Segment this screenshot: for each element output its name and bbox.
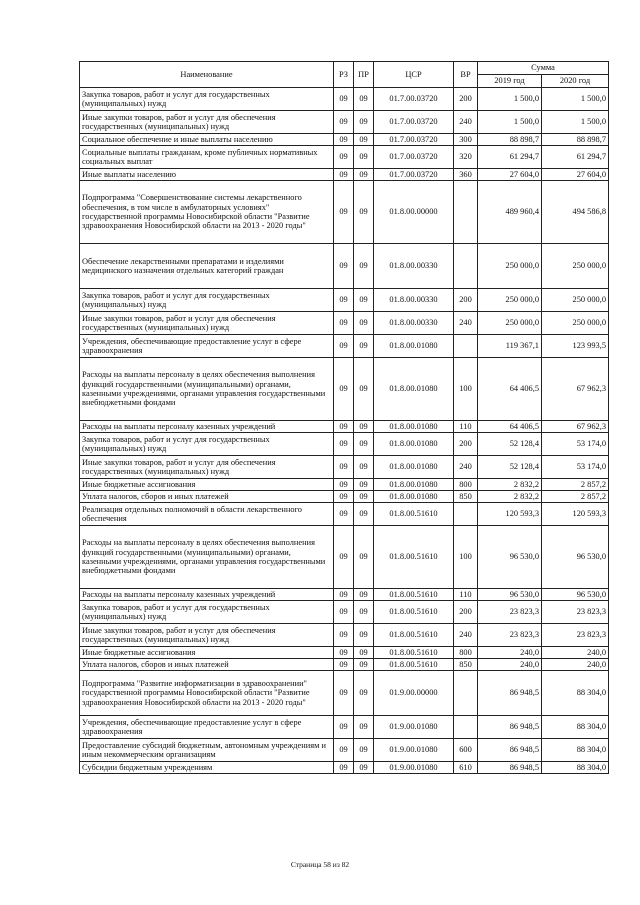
table-row	[80, 526, 609, 589]
row-vr: 200	[454, 289, 478, 312]
row-sum-2019: 489 960,4	[478, 181, 542, 244]
row-sum-2019: 27 604,0	[478, 169, 542, 181]
row-pr: 09	[354, 181, 374, 244]
row-vr	[454, 671, 478, 716]
row-pr: 09	[354, 526, 374, 589]
row-name: Социальное обеспечение и иные выплаты населению	[80, 134, 334, 146]
row-csr: 01.9.00.00000	[374, 671, 454, 716]
row-sum-2019: 23 823,3	[478, 624, 542, 647]
row-sum-2019: 52 128,4	[478, 433, 542, 456]
row-name: Предоставление субсидий бюджетным, автономным учреждениям и иным некоммерческим организациям	[80, 739, 334, 762]
row-sum-2019: 250 000,0	[478, 312, 542, 335]
row-csr: 01.8.00.01080	[374, 421, 454, 433]
row-sum-2019: 52 128,4	[478, 456, 542, 479]
row-rz: 09	[334, 716, 354, 739]
row-name: Иные закупки товаров, работ и услуг для обеспечения государственных (муниципальных) нужд	[80, 456, 334, 479]
row-rz: 09	[334, 659, 354, 671]
table-row	[80, 716, 609, 739]
row-name: Подпрограмма "Совершенствование системы лекарственного обеспечения, в том числе в амбулаторных условиях" государственной программы Новосибирской области "Развитие здравоохранения Новосибирской области на 2013 - 2020 годы"	[80, 181, 334, 244]
table-row	[80, 421, 609, 433]
row-csr: 01.8.00.01080	[374, 335, 454, 358]
row-pr: 09	[354, 503, 374, 526]
row-sum-2020: 96 530,0	[542, 589, 609, 601]
table-row	[80, 289, 609, 312]
table-row	[80, 589, 609, 601]
row-sum-2020: 96 530,0	[542, 526, 609, 589]
header-csr: ЦСР	[374, 62, 454, 88]
row-name: Учреждения, обеспечивающие предоставление услуг в сфере здравоохранения	[80, 716, 334, 739]
table-row	[80, 456, 609, 479]
row-pr: 09	[354, 479, 374, 491]
row-sum-2020: 88 304,0	[542, 671, 609, 716]
row-csr: 01.7.00.03720	[374, 111, 454, 134]
row-rz: 09	[334, 289, 354, 312]
row-rz: 09	[334, 421, 354, 433]
table-row	[80, 671, 609, 716]
row-name: Расходы на выплаты персоналу в целях обеспечения выполнения функций государственными (муниципальными) органами, казенными учреждениями, органами управления государственными внебюджетными фондами	[80, 358, 334, 421]
header-sum: Сумма	[478, 62, 609, 75]
row-name: Расходы на выплаты персоналу казенных учреждений	[80, 589, 334, 601]
row-pr: 09	[354, 671, 374, 716]
row-vr: 240	[454, 456, 478, 479]
row-name: Иные закупки товаров, работ и услуг для обеспечения государственных (муниципальных) нужд	[80, 312, 334, 335]
row-sum-2019: 240,0	[478, 647, 542, 659]
table-row	[80, 479, 609, 491]
row-vr	[454, 335, 478, 358]
row-sum-2020: 53 174,0	[542, 456, 609, 479]
row-csr: 01.9.00.01080	[374, 739, 454, 762]
row-pr: 09	[354, 716, 374, 739]
row-vr	[454, 716, 478, 739]
row-pr: 09	[354, 111, 374, 134]
row-csr: 01.9.00.01080	[374, 716, 454, 739]
row-name: Расходы на выплаты персоналу казенных учреждений	[80, 421, 334, 433]
row-vr: 320	[454, 146, 478, 169]
row-name: Уплата налогов, сборов и иных платежей	[80, 659, 334, 671]
row-vr: 850	[454, 659, 478, 671]
row-rz: 09	[334, 335, 354, 358]
row-csr: 01.8.00.00330	[374, 312, 454, 335]
row-vr: 850	[454, 491, 478, 503]
row-sum-2019: 250 000,0	[478, 244, 542, 289]
row-csr: 01.7.00.03720	[374, 134, 454, 146]
row-csr: 01.7.00.03720	[374, 88, 454, 111]
row-sum-2020: 240,0	[542, 659, 609, 671]
table-body	[80, 88, 609, 774]
row-rz: 09	[334, 181, 354, 244]
row-csr: 01.8.00.51610	[374, 624, 454, 647]
row-sum-2020: 61 294,7	[542, 146, 609, 169]
row-vr: 110	[454, 589, 478, 601]
table-row	[80, 169, 609, 181]
row-name: Иные закупки товаров, работ и услуг для обеспечения государственных (муниципальных) нужд	[80, 111, 334, 134]
row-vr: 100	[454, 358, 478, 421]
row-sum-2020: 67 962,3	[542, 421, 609, 433]
table-row	[80, 739, 609, 762]
row-rz: 09	[334, 456, 354, 479]
row-pr: 09	[354, 358, 374, 421]
row-name: Обеспечение лекарственными препаратами и изделиями медицинского назначения отдельных категорий граждан	[80, 244, 334, 289]
row-vr: 200	[454, 601, 478, 624]
row-sum-2020: 53 174,0	[542, 433, 609, 456]
row-sum-2020: 123 993,5	[542, 335, 609, 358]
row-rz: 09	[334, 433, 354, 456]
table-row	[80, 146, 609, 169]
row-sum-2020: 88 898,7	[542, 134, 609, 146]
row-pr: 09	[354, 134, 374, 146]
row-sum-2019: 86 948,5	[478, 739, 542, 762]
row-vr: 800	[454, 647, 478, 659]
row-vr: 240	[454, 312, 478, 335]
row-csr: 01.8.00.51610	[374, 647, 454, 659]
row-csr: 01.8.00.51610	[374, 526, 454, 589]
row-name: Субсидии бюджетным учреждениям	[80, 762, 334, 774]
table-row	[80, 491, 609, 503]
row-rz: 09	[334, 739, 354, 762]
row-csr: 01.8.00.01080	[374, 479, 454, 491]
row-sum-2019: 86 948,5	[478, 762, 542, 774]
row-sum-2019: 88 898,7	[478, 134, 542, 146]
row-name: Подпрограмма "Развитие информатизации в здравоохранении" государственной программы Новосибирской области "Развитие здравоохранения Новосибирской области на 2013 - 2020 годы"	[80, 671, 334, 716]
row-csr: 01.8.00.00330	[374, 289, 454, 312]
row-name: Иные выплаты населению	[80, 169, 334, 181]
table-row	[80, 134, 609, 146]
table-row	[80, 335, 609, 358]
row-sum-2020: 23 823,3	[542, 601, 609, 624]
row-sum-2019: 96 530,0	[478, 526, 542, 589]
table-row	[80, 503, 609, 526]
row-sum-2020: 250 000,0	[542, 312, 609, 335]
row-sum-2020: 88 304,0	[542, 762, 609, 774]
row-sum-2019: 1 500,0	[478, 88, 542, 111]
table-row	[80, 181, 609, 244]
row-vr	[454, 181, 478, 244]
row-sum-2019: 2 832,2	[478, 491, 542, 503]
row-sum-2020: 120 593,3	[542, 503, 609, 526]
row-vr: 200	[454, 88, 478, 111]
row-pr: 09	[354, 456, 374, 479]
table-row	[80, 659, 609, 671]
row-sum-2019: 61 294,7	[478, 146, 542, 169]
row-sum-2020: 494 586,8	[542, 181, 609, 244]
row-rz: 09	[334, 526, 354, 589]
row-rz: 09	[334, 146, 354, 169]
row-sum-2020: 67 962,3	[542, 358, 609, 421]
row-vr: 300	[454, 134, 478, 146]
row-pr: 09	[354, 762, 374, 774]
row-sum-2019: 96 530,0	[478, 589, 542, 601]
row-sum-2019: 86 948,5	[478, 716, 542, 739]
row-vr	[454, 244, 478, 289]
row-sum-2019: 2 832,2	[478, 479, 542, 491]
row-pr: 09	[354, 739, 374, 762]
row-vr: 800	[454, 479, 478, 491]
row-rz: 09	[334, 312, 354, 335]
row-sum-2019: 240,0	[478, 659, 542, 671]
row-sum-2019: 64 406,5	[478, 358, 542, 421]
row-name: Социальные выплаты гражданам, кроме публичных нормативных социальных выплат	[80, 146, 334, 169]
row-sum-2019: 119 367,1	[478, 335, 542, 358]
row-vr: 110	[454, 421, 478, 433]
row-sum-2019: 23 823,3	[478, 601, 542, 624]
row-csr: 01.8.00.01080	[374, 433, 454, 456]
row-vr: 200	[454, 433, 478, 456]
row-csr: 01.8.00.51610	[374, 659, 454, 671]
row-csr: 01.8.00.00330	[374, 244, 454, 289]
row-sum-2020: 88 304,0	[542, 739, 609, 762]
row-vr: 240	[454, 111, 478, 134]
row-csr: 01.8.00.00000	[374, 181, 454, 244]
row-sum-2019: 250 000,0	[478, 289, 542, 312]
header-name: Наименование	[80, 62, 334, 88]
row-csr: 01.7.00.03720	[374, 146, 454, 169]
table-row	[80, 358, 609, 421]
row-sum-2020: 23 823,3	[542, 624, 609, 647]
row-pr: 09	[354, 659, 374, 671]
row-pr: 09	[354, 624, 374, 647]
row-csr: 01.8.00.01080	[374, 491, 454, 503]
row-rz: 09	[334, 647, 354, 659]
header-rz: РЗ	[334, 62, 354, 88]
row-name: Иные бюджетные ассигнования	[80, 647, 334, 659]
table-row	[80, 647, 609, 659]
row-rz: 09	[334, 671, 354, 716]
row-csr: 01.7.00.03720	[374, 169, 454, 181]
row-vr	[454, 503, 478, 526]
row-rz: 09	[334, 491, 354, 503]
row-csr: 01.8.00.01080	[374, 358, 454, 421]
row-pr: 09	[354, 433, 374, 456]
table-row	[80, 601, 609, 624]
row-vr: 100	[454, 526, 478, 589]
row-pr: 09	[354, 244, 374, 289]
row-name: Уплата налогов, сборов и иных платежей	[80, 491, 334, 503]
row-pr: 09	[354, 289, 374, 312]
table-row	[80, 312, 609, 335]
row-csr: 01.9.00.01080	[374, 762, 454, 774]
row-rz: 09	[334, 134, 354, 146]
header-year-2019: 2019 год	[478, 75, 542, 88]
row-name: Закупка товаров, работ и услуг для государственных (муниципальных) нужд	[80, 433, 334, 456]
row-name: Закупка товаров, работ и услуг для государственных (муниципальных) нужд	[80, 289, 334, 312]
table-row	[80, 433, 609, 456]
row-csr: 01.8.00.51610	[374, 503, 454, 526]
row-rz: 09	[334, 111, 354, 134]
row-pr: 09	[354, 421, 374, 433]
row-vr: 360	[454, 169, 478, 181]
row-sum-2020: 2 857,2	[542, 479, 609, 491]
table-header	[80, 62, 609, 88]
row-name: Реализация отдельных полномочий в области лекарственного обеспечения	[80, 503, 334, 526]
row-sum-2020: 2 857,2	[542, 491, 609, 503]
row-pr: 09	[354, 601, 374, 624]
row-rz: 09	[334, 169, 354, 181]
row-name: Закупка товаров, работ и услуг для государственных (муниципальных) нужд	[80, 88, 334, 111]
budget-table	[79, 61, 609, 774]
row-name: Закупка товаров, работ и услуг для государственных (муниципальных) нужд	[80, 601, 334, 624]
page-number: Страница 58 из 82	[290, 860, 350, 869]
table-row	[80, 111, 609, 134]
row-rz: 09	[334, 88, 354, 111]
row-sum-2019: 86 948,5	[478, 671, 542, 716]
header-year-2020: 2020 год	[542, 75, 609, 88]
row-pr: 09	[354, 169, 374, 181]
row-csr: 01.8.00.01080	[374, 456, 454, 479]
row-csr: 01.8.00.51610	[374, 601, 454, 624]
row-pr: 09	[354, 146, 374, 169]
row-name: Расходы на выплаты персоналу в целях обеспечения выполнения функций государственными (муниципальными) органами, казенными учреждениями, органами управления государственными внебюджетными фондами	[80, 526, 334, 589]
row-sum-2019: 64 406,5	[478, 421, 542, 433]
row-rz: 09	[334, 601, 354, 624]
row-vr: 600	[454, 739, 478, 762]
row-pr: 09	[354, 589, 374, 601]
row-rz: 09	[334, 479, 354, 491]
row-vr: 240	[454, 624, 478, 647]
row-sum-2020: 1 500,0	[542, 111, 609, 134]
row-sum-2020: 250 000,0	[542, 244, 609, 289]
table-row	[80, 244, 609, 289]
row-pr: 09	[354, 88, 374, 111]
row-rz: 09	[334, 589, 354, 601]
header-vr: ВР	[454, 62, 478, 88]
row-vr: 610	[454, 762, 478, 774]
table-row	[80, 762, 609, 774]
row-csr: 01.8.00.51610	[374, 589, 454, 601]
row-rz: 09	[334, 762, 354, 774]
row-name: Учреждения, обеспечивающие предоставление услуг в сфере здравоохранения	[80, 335, 334, 358]
row-pr: 09	[354, 335, 374, 358]
row-sum-2020: 250 000,0	[542, 289, 609, 312]
table-row	[80, 624, 609, 647]
row-name: Иные закупки товаров, работ и услуг для обеспечения государственных (муниципальных) нужд	[80, 624, 334, 647]
row-sum-2019: 120 593,3	[478, 503, 542, 526]
row-name: Иные бюджетные ассигнования	[80, 479, 334, 491]
row-sum-2020: 1 500,0	[542, 88, 609, 111]
row-rz: 09	[334, 244, 354, 289]
row-pr: 09	[354, 491, 374, 503]
table-row	[80, 88, 609, 111]
row-sum-2020: 88 304,0	[542, 716, 609, 739]
row-rz: 09	[334, 358, 354, 421]
row-sum-2019: 1 500,0	[478, 111, 542, 134]
row-rz: 09	[334, 624, 354, 647]
row-rz: 09	[334, 503, 354, 526]
row-sum-2020: 27 604,0	[542, 169, 609, 181]
header-pr: ПР	[354, 62, 374, 88]
row-pr: 09	[354, 647, 374, 659]
row-sum-2020: 240,0	[542, 647, 609, 659]
row-pr: 09	[354, 312, 374, 335]
